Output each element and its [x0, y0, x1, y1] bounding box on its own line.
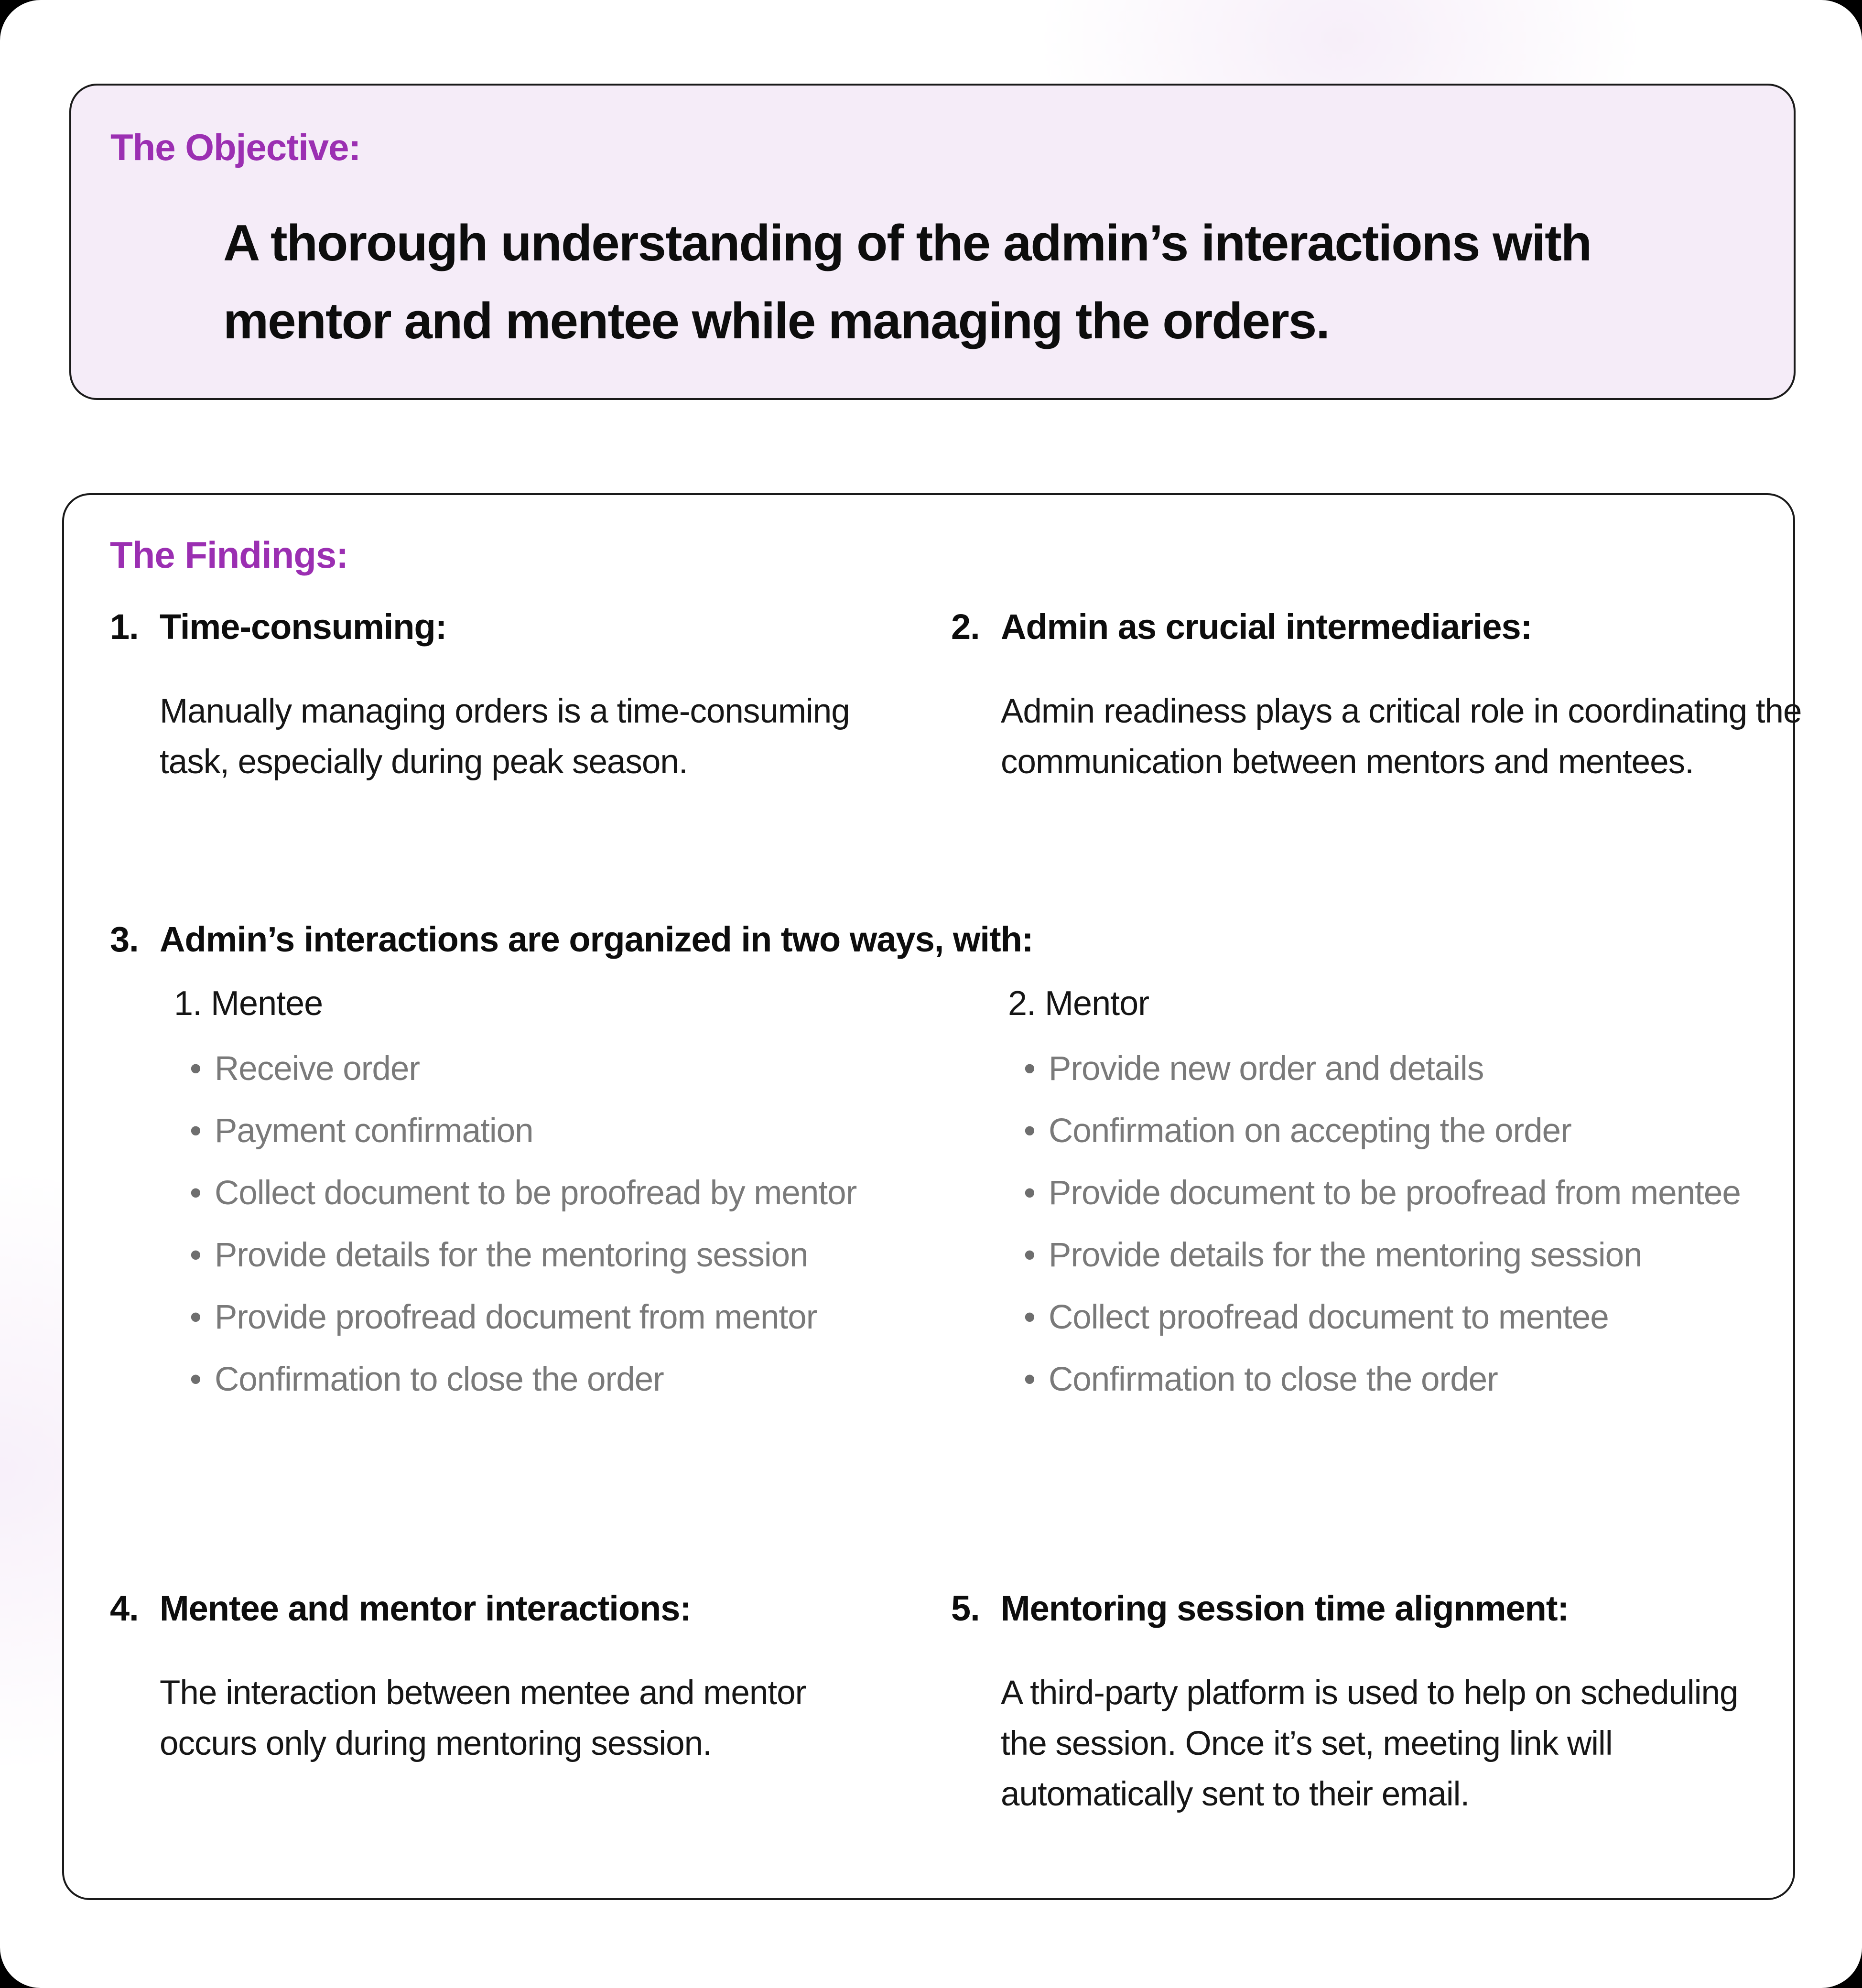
objective-card — [69, 84, 1796, 400]
finding-item-2 — [951, 605, 1804, 788]
finding-2-heading — [951, 605, 1804, 649]
finding-4-heading — [110, 1587, 886, 1631]
bullet-item: • Collect document to be proofread by mentor — [215, 1168, 922, 1218]
bullet-item: • Confirmation on accepting the order — [1049, 1106, 1765, 1156]
finding-4-number: 4. — [110, 1588, 139, 1628]
finding-5-number: 5. — [951, 1588, 980, 1628]
bullet-item: • Provide new order and details — [1049, 1044, 1765, 1094]
mentor-subcolumn-label: 2. Mentor — [1008, 984, 1149, 1023]
bullet-item: • Provide proofread document from mentor — [215, 1293, 922, 1342]
findings-card — [62, 493, 1802, 1900]
finding-1-body: Manually managing orders is a time-consuming task, especially during peak season. — [160, 692, 850, 781]
finding-2-title: Admin as crucial intermediaries: — [1001, 607, 1532, 647]
finding-5-body: A third-party platform is used to help on scheduling the session. Once it’s set, meeting link will automatically sent to their email. — [1001, 1674, 1738, 1813]
finding-item-3 — [110, 918, 1754, 1417]
bullet-item: • Provide details for the mentoring session — [1049, 1231, 1765, 1280]
findings-label: The Findings: — [110, 534, 348, 576]
finding-3-title: Admin’s interactions are organized in two ways, with: — [160, 919, 1033, 959]
finding-1-number: 1. — [110, 607, 139, 647]
objective-heading: A thorough understanding of the admin’s interactions with mentor and mentee while managing the orders. — [223, 214, 1591, 349]
finding-5-heading — [951, 1587, 1770, 1631]
mentee-subcolumn-label: 1. Mentee — [174, 984, 323, 1023]
finding-2-body: Admin readiness plays a critical role in coordinating the communication between mentors and mentees. — [1001, 692, 1802, 781]
finding-1-heading — [110, 605, 886, 649]
bullet-item: • Confirmation to close the order — [1049, 1355, 1765, 1405]
finding-item-1 — [110, 605, 886, 788]
finding-4-title: Mentee and mentor interactions: — [160, 1588, 692, 1628]
finding-2-number: 2. — [951, 607, 980, 647]
finding-item-5 — [951, 1587, 1770, 1820]
bullet-item: • Provide document to be proofread from mentee — [1049, 1168, 1765, 1218]
bullet-item: • Provide details for the mentoring session — [215, 1231, 922, 1280]
finding-1-title: Time-consuming: — [160, 607, 447, 647]
finding-3-heading — [110, 918, 1754, 962]
finding-3-number: 3. — [110, 919, 139, 959]
mentee-subcolumn — [174, 982, 929, 1417]
finding-3-subcolumns — [110, 982, 1754, 1417]
finding-5-title: Mentoring session time alignment: — [1001, 1588, 1569, 1628]
mentee-bullet-list — [174, 1044, 929, 1405]
bullet-item: • Collect proofread document to mentee — [1049, 1293, 1765, 1342]
finding-4-body: The interaction between mentee and mentor occurs only during mentoring session. — [160, 1674, 806, 1762]
mentor-bullet-list — [1008, 1044, 1744, 1405]
finding-item-4 — [110, 1587, 886, 1769]
bullet-item: • Confirmation to close the order — [215, 1355, 922, 1405]
objective-label: The Objective: — [110, 126, 361, 168]
bullet-item: • Payment confirmation — [215, 1106, 922, 1156]
mentor-subcolumn — [1008, 982, 1744, 1417]
bullet-item: • Receive order — [215, 1044, 922, 1094]
